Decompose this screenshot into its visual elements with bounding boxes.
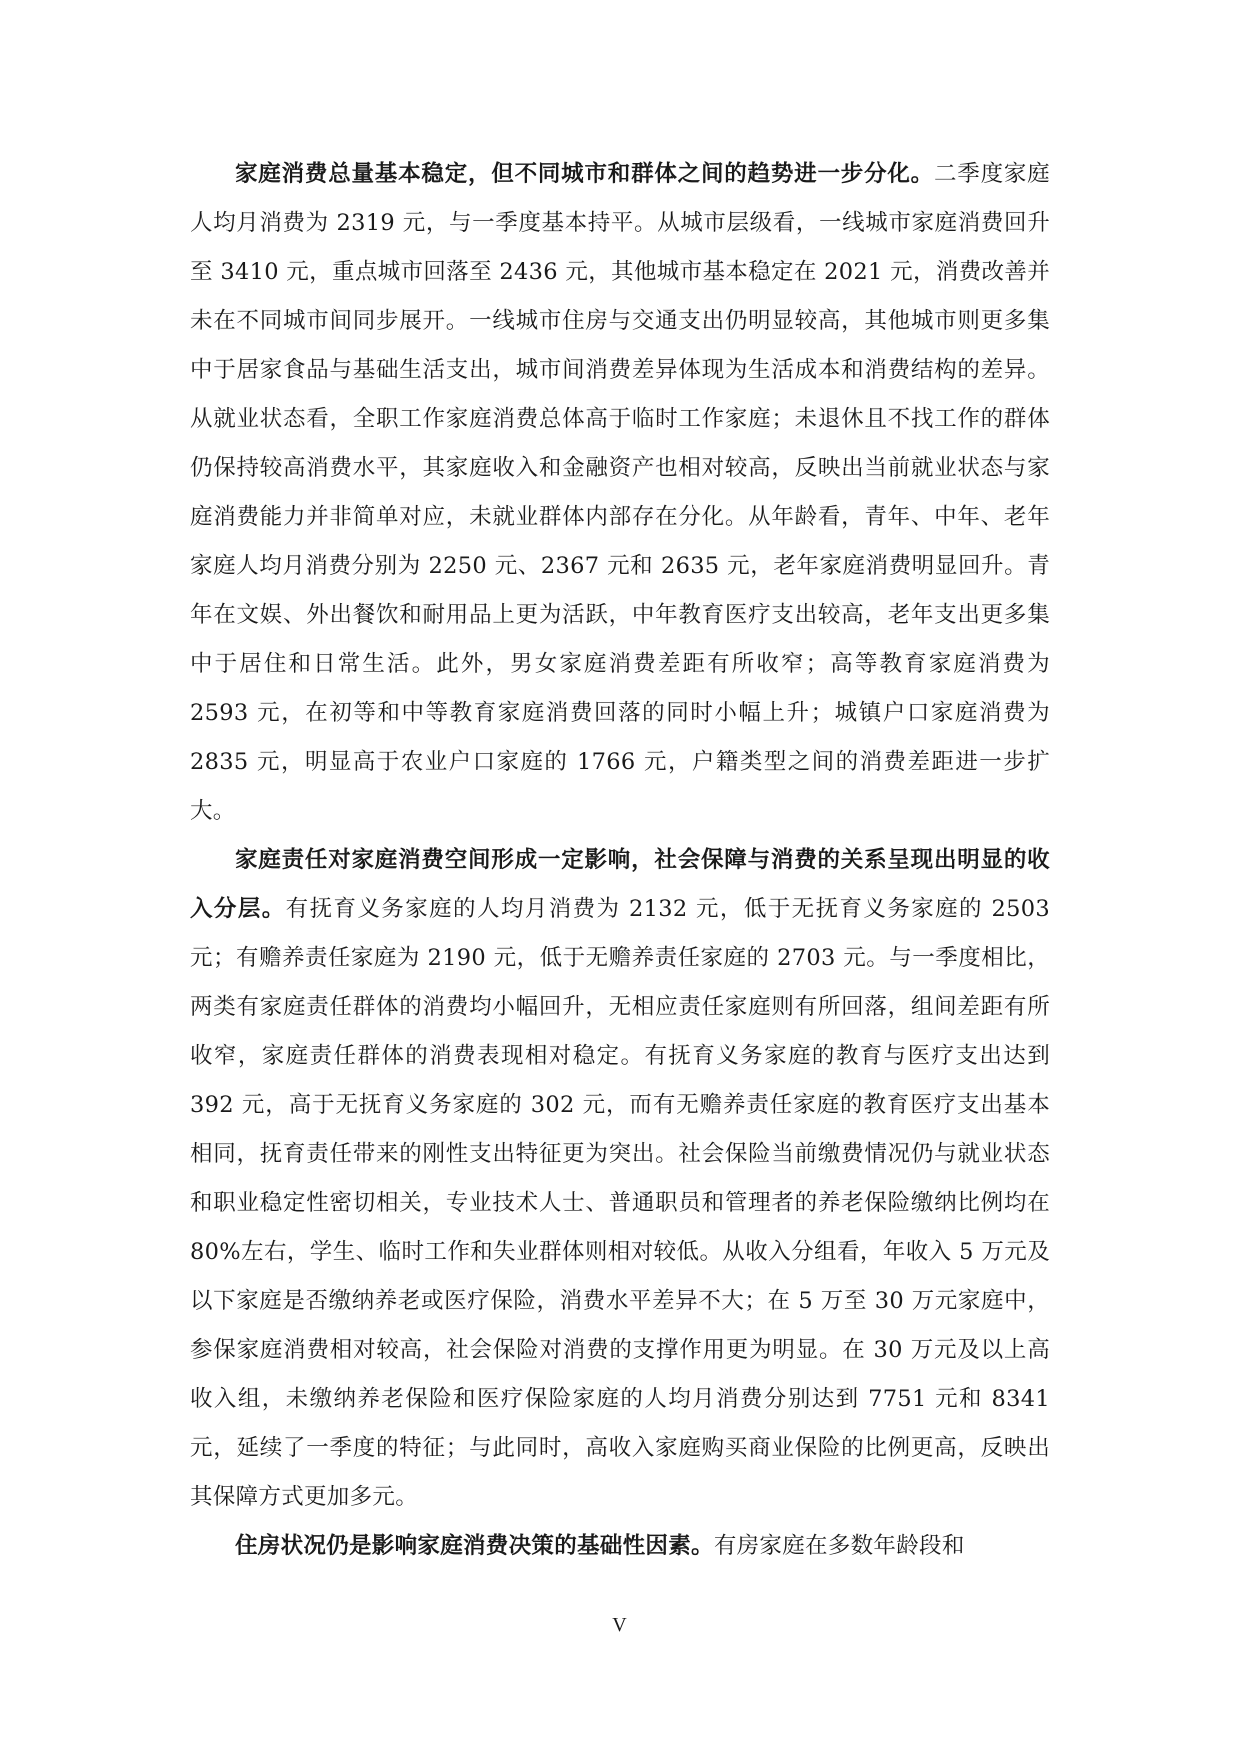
paragraph-lead-sentence: 家庭消费总量基本稳定，但不同城市和群体之间的趋势进一步分化。 bbox=[235, 161, 934, 187]
paragraph-body-text: 有抚育义务家庭的人均月消费为 2132 元，低于无抚育义务家庭的 2503 元；有赡养责任家庭为 2190 元，低于无赡养责任家庭的 2703 元。与一季度相比，两类有家庭责任群体的消费均小幅回升，无相应责任家庭则有所回落，组间差距有所收窄，家庭责任群体的消费表现相对稳定。有抚育义务家庭的教育与医疗支出达到 392 元，高于无抚育义务家庭的 302 元，而有无赡养责任家庭的教育医疗支出基本相同，抚育责任带来的刚性支出特征更为突出。社会保险当前缴费情况仍与就业状态和职业稳定性密切相关，专业技术人士、普通职员和管理者的养老保险缴纳比例均在 80%左右，学生、临时工作和失业群体则相对较低。从收入分组看，年收入 5 万元及以下家庭是否缴纳养老或医疗保险，消费水平差异不大；在 5 万至 30 万元家庭中，参保家庭消费相对较高，社会保险对消费的支撑作用更为明显。在 30 万元及以上高收入组，未缴纳养老保险和医疗保险家庭的人均月消费分别达到 7751 元和 8341 元，延续了一季度的特征；与此同时，高收入家庭购买商业保险的比例更高，反映出其保障方式更加多元。 bbox=[190, 896, 1050, 1510]
page-number: V bbox=[612, 1614, 627, 1636]
document-body bbox=[190, 150, 1050, 1571]
paragraph-lead-sentence: 家庭责任对家庭消费空间形成一定影响，社会保障与消费的关系呈现出明显的收入分层。 bbox=[190, 847, 1050, 922]
paragraph-housing bbox=[190, 1522, 1050, 1571]
paragraph-body-text: 有房家庭在多数年龄段和 bbox=[713, 1533, 965, 1559]
paragraph-consumption-overview bbox=[190, 150, 1050, 836]
paragraph-lead-sentence: 住房状况仍是影响家庭消费决策的基础性因素。 bbox=[235, 1533, 714, 1559]
paragraph-body-text: 二季度家庭人均月消费为 2319 元，与一季度基本持平。从城市层级看，一线城市家庭消费回升至 3410 元，重点城市回落至 2436 元，其他城市基本稳定在 2021 元，消费改善并未在不同城市间同步展开。一线城市住房与交通支出仍明显较高，其他城市则更多集中于居家食品与基础生活支出，城市间消费差异体现为生活成本和消费结构的差异。从就业状态看，全职工作家庭消费总体高于临时工作家庭；未退休且不找工作的群体仍保持较高消费水平，其家庭收入和金融资产也相对较高，反映出当前就业状态与家庭消费能力并非简单对应，未就业群体内部存在分化。从年龄看，青年、中年、老年家庭人均月消费分别为 2250 元、2367 元和 2635 元，老年家庭消费明显回升。青年在文娱、外出餐饮和耐用品上更为活跃，中年教育医疗支出较高，老年支出更多集中于居住和日常生活。此外，男女家庭消费差距有所收窄；高等教育家庭消费为 2593 元，在初等和中等教育家庭消费回落的同时小幅上升；城镇户口家庭消费为 2835 元，明显高于农业户口家庭的 1766 元，户籍类型之间的消费差距进一步扩大。 bbox=[190, 161, 1050, 824]
paragraph-family-responsibility bbox=[190, 836, 1050, 1522]
